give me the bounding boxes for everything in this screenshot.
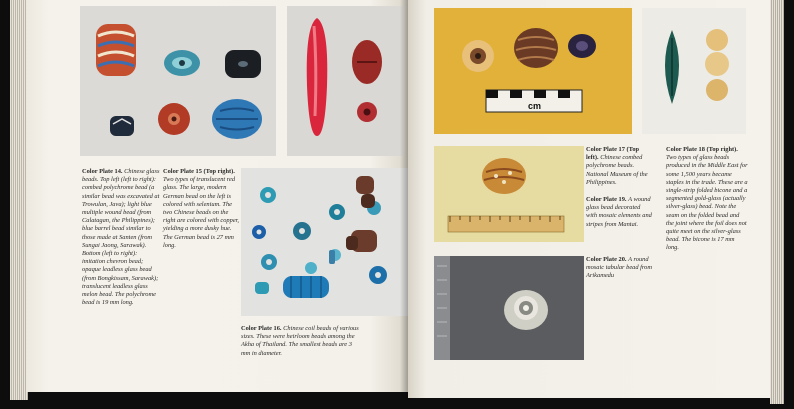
scale-label: cm: [528, 101, 542, 111]
plate-20-text: A round mosaic tabular bead from Arikamedu: [586, 256, 652, 280]
plate-19-photo: [434, 146, 584, 242]
plate-20-photo: [434, 256, 584, 360]
plate-17-photo: [434, 8, 632, 134]
mosaic-wound-bead: [482, 158, 526, 194]
plate-19-title: Color Plate 19.: [586, 196, 629, 203]
plate-20-title: Color Plate 20.: [586, 256, 629, 263]
plate-19-text: A wound glass bead decorated with mosaic elements and stripes from Mantai.: [586, 196, 652, 228]
plate-17-title: Color Plate 17 (Top left).: [586, 146, 640, 162]
combed-polychrome-beads: [462, 28, 596, 72]
coil-beads: [252, 176, 387, 298]
plate-16-caption: [241, 325, 359, 358]
cm-scale: [486, 90, 582, 112]
combed-polychrome-bead: [96, 24, 136, 76]
plate-14-title: Color Plate 14.: [82, 168, 125, 175]
plate-15-title: Color Plate 15 (Top right).: [163, 168, 235, 175]
tabular-mosaic-bead: [504, 290, 548, 330]
plate-14-photo: [80, 6, 276, 156]
plate-16-photo: [241, 168, 411, 316]
plate-18-photo: [642, 8, 746, 134]
plate-17-text: Chinese combed polychrome beads. National Museum of the Philippines.: [586, 154, 648, 186]
plate-18-text: Two types of glass beads produced in the Middle East for some 1,500 years became staples in the trade. These are a single-strip folded bicone and a segmented gold-glass (actually silver-glass) bead. Note the seam on the folded bead and the joint where the foil does not quite meet on the silver-glass bead. The bicone is 17 mm long.: [666, 154, 748, 252]
ruler: [448, 216, 564, 232]
plate-20-caption: [586, 256, 652, 281]
plate-15-photo: [287, 6, 403, 156]
plate-15-text: Two types of translucent red glass. The large, modern German bead on the left is colored with selenium. The two Chinese beads on the right are colored with copper, yielding a more dusky hue. The German bead is 27 mm long.: [163, 176, 240, 249]
right-page: [408, 0, 770, 398]
plate-14-text: Chinese glass beads. Top left (left to right): combed polychrome bead (a similar bead was excavated at Trowulan, Java); light blue multiple wound bead (from Calatagan, the Philippines); blue barrel bead similar to those made at Santen (from Sungai Jaong, Sarawak). Bottom (left to right): imitation chevron bead; opaque leadless glass bead (from Bongkissam, Sarawak); translucent leadless glass melon bead. The polychrome bead is 19 mm long.: [82, 168, 160, 307]
plate-18-title: Color Plate 18 (Top right).: [666, 146, 738, 153]
plate-18-caption: [666, 146, 748, 253]
plate-16-text: Chinese coil beads of various sizes. These were heirloom beads among the Akha of Thailand. The smallest beads are 3 mm in diameter.: [241, 325, 359, 357]
plate-15-caption: [163, 168, 241, 250]
right-page-edge: [770, 0, 784, 404]
plate-14-caption: [82, 168, 160, 307]
plate-16-title: Color Plate 16.: [241, 325, 284, 332]
left-page: [26, 0, 408, 392]
segmented-silver-glass-bead: [705, 29, 729, 101]
plate-17-caption: [586, 146, 652, 187]
plate-19-caption: [586, 196, 652, 229]
